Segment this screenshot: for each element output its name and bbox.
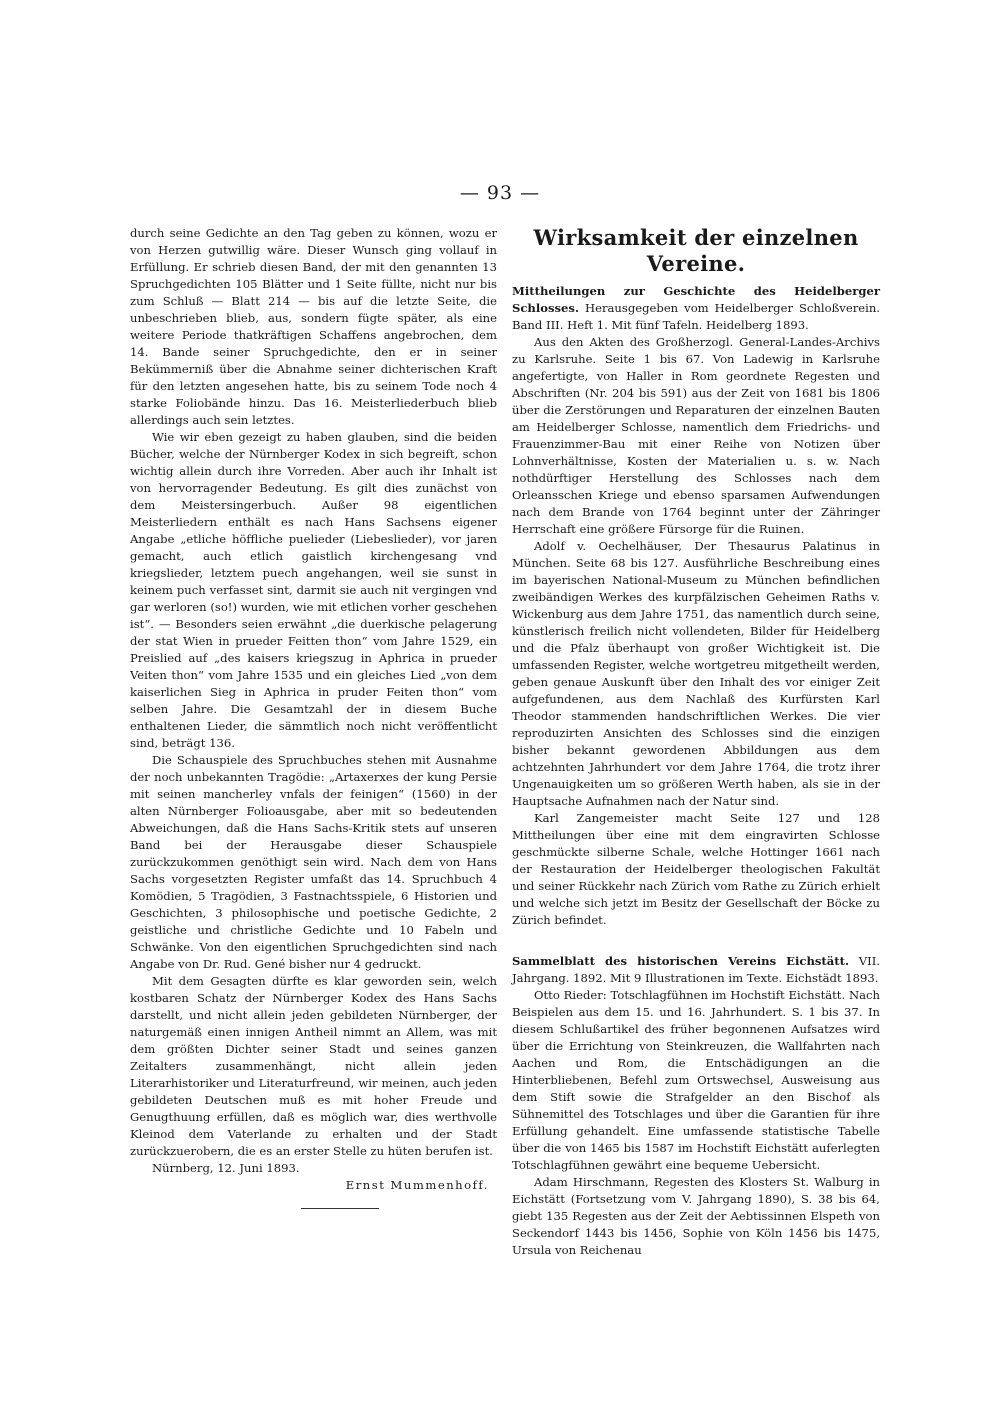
paragraph: Otto Rieder: Totschlagfühnen im Hochstift Eichstätt. Nach Beispielen aus dem 15. und 16. Jahrhundert. S. 1 bis 37. In diesem Schlußartikel des früher begonnenen Aufsatzes wird über die Errichtung von Steinkreuzen, die Wallfahrten nach Aachen und Rom, die Entschädigungen an die Hinterbliebenen, Befehl zum Ortswechsel, Ausweisung aus dem Stift sowie die Strafgelder an den Bischof als Sühnemittel des Totschlages und über die Garantien für ihre Erfüllung gehandelt. Eine umfassende statistische Tabelle über die von 1465 bis 1587 im Hochstift Eichstätt auferlegten Totschlagfühnen gewährt eine bequeme Uebersicht. [512,988,880,1172]
section-spacer [512,929,880,953]
divider-rule [301,1208,379,1209]
author-signature: Ernst Mummenhoff. [345,1178,489,1192]
bibliographic-entry [512,283,880,334]
paragraph: Aus den Akten des Großherzogl. General-Landes-Archivs zu Karlsruhe. Seite 1 bis 67. Von Ladewig in Karlsruhe angefertigte, von Haller in Rom geordnete Regesten und Abschriften (Nr. 204 bis 591) aus der Zeit von 1681 bis 1806 über die Zerstörungen und Reparaturen der einzelnen Bauten am Heidelberger Schlosse, namentlich dem Friedrichs- und Frauenzimmer-Bau mit einer Reihe von Notizen über Lohnverhältnisse, Kosten der Materialien u. s. w. Nach nothdürftiger Herstellung des Schlosses nach dem Orleansschen Kriege und ebenso sparsamen Aufwendungen nach dem Brande von 1764 beginnt unter der Zähringer Herrschaft eine größere Fürsorge für die Ruinen. [512,335,880,536]
paragraph: Adam Hirschmann, Regesten des Klosters St. Walburg in Eichstätt (Fortsetzung vom V. Jahrgang 1890), S. 38 bis 64, giebt 135 Regesten aus der Zeit der Aebtissinnen Elspeth von Seckendorf 1443 bis 1456, Sophie von Köln 1456 bis 1475, Ursula von Reichenau [512,1175,880,1257]
publication-title: Sammelblatt des historischen Vereins Eichstätt. [512,954,850,968]
paragraph: durch seine Gedichte an den Tag geben zu können, wozu er von Herzen gutwillig wäre. Dieser Wunsch ging vollauf in Erfüllung. Er schrieb diesen Band, der mit den genannten 13 Spruchgedichten 105 Blätter und 1 Seite füllte, nicht nur bis zum Schluß — Blatt 214 — bis auf die letzte Seite, die unbeschrieben blieb, aus, sondern fügte später, als eine weitere Periode thatkräftigen Schaffens angebrochen, dem 14. Bande seiner Spruchgedichte, den er in seiner Bekümmerniß über die Abnahme seiner dichterischen Kraft für den letzten angesehen hatte, bis zu seinem Tode noch 4 starke Foliobände hinzu. Das 16. Meisterliederbuch blieb allerdings auch sein letztes. [130,226,497,427]
paragraph: Adolf v. Oechelhäuser, Der Thesaurus Palatinus in München. Seite 68 bis 127. Ausführliche Beschreibung eines im bayerischen National-Museum zu München befindlichen zweibändigen Werkes des kurpfälzischen Geheimen Raths v. Wickenburg aus dem Jahre 1751, das namentlich durch seine, künstlerisch freilich nicht vollendeten, Bilder für Heidelberg und die Pfalz überhaupt von großer Wichtigkeit ist. Die umfassenden Register, welche wortgetreu mitgetheilt werden, geben genaue Auskunft über den Inhalt des vor einiger Zeit aufgefundenen, aus dem Nachlaß des Kurfürsten Karl Theodor stammenden handschriftlichen Werkes. Die vier reproduzirten Ansichten des Schlosses sind die einzigen bisher bekannt gewordenen Abbildungen aus dem achtzehnten Jahrhundert vor dem Jahre 1764, die trotz ihrer Ungenauigkeiten um so größeren Werth haben, als sie in der Hauptsache Aufnahmen nach der Natur sind. [512,539,880,808]
bibliographic-entry [512,953,880,987]
publication-details: Herausgegeben vom Heidelberger Schloßverein. Band III. Heft 1. Mit fünf Tafeln. Heidelberg 1893. [512,301,880,332]
paragraph: Die Schauspiele des Spruchbuches stehen mit Ausnahme der noch unbekannten Tragödie: „Artaxerxes der kung Persie mit seinen mancherley vnfals der feinigen“ (1560) in der alten Nürnberger Folioausgabe, aber mit so bedeutenden Abweichungen, daß die Hans Sachs-Kritik stets auf unseren Band bei der Herausgabe dieser Schauspiele zurückzukommen genöthigt sein wird. Nach dem von Hans Sachs vorgesetzten Register umfaßt das 14. Spruchbuch 4 Komödien, 5 Tragödien, 3 Fastnachtsspiele, 6 Historien und Geschichten, 3 philosophische und poetische Gedichte, 2 geistliche und christliche Gedichte und 10 Fabeln und Schwänke. Von den eigentlichen Spruchgedichten sind nach Angabe von Dr. Rud. Gené bisher nur 4 gedruckt. [130,753,497,971]
paragraph: Mit dem Gesagten dürfte es klar geworden sein, welch kostbaren Schatz der Nürnberger Kodex des Hans Sachs darstellt, und nicht allein jeden gebildeten Nürnberger, der naturgemäß einen innigen Antheil nimmt an Allem, was mit dem größten Dichter seiner Stadt und seines ganzen Zeitalters zusammenhängt, nicht allein jeden Literarhistoriker und Literaturfreund, wir meinen, auch jeden gebildeten Deutschen muß es mit hoher Freude und Genugthuung erfüllen, daß es möglich war, dies werthvolle Kleinod dem Vaterlande zu erhalten und der Stadt zurückzuerobern, die es an erster Stelle zu hüten berufen ist. [130,974,497,1158]
right-column [512,225,880,1259]
publication-details: VII. Jahrgang. 1892. Mit 9 Illustrationen im Texte. Eichstädt 1893. [512,954,880,985]
section-heading: Wirksamkeit der einzelnen Vereine. [533,225,859,276]
date-line: Nürnberg, 12. Juni 1893. [152,1161,300,1175]
paragraph: Karl Zangemeister macht Seite 127 und 128 Mittheilungen über eine mit dem eingravirten Schlosse geschmückte silberne Schale, welche Hottinger 1661 nach der Restauration der Heidelberger theologischen Fakultät und seiner Rückkehr nach Zürich vom Rathe zu Zürich erhielt und welche sich jetzt im Besitz der Gesellschaft der Böcke zu Zürich befindet. [512,811,880,927]
left-column [130,225,497,1209]
publication-title: Mittheilungen zur Geschichte des Heidelberger Schlosses. [512,284,880,315]
page-number: — 93 — [459,182,541,204]
paragraph: Wie wir eben gezeigt zu haben glauben, sind die beiden Bücher, welche der Nürnberger Kodex in sich begreift, schon wichtig allein durch ihre Vorreden. Aber auch ihr Inhalt ist von hervorragender Bedeutung. Es gilt dies zunächst von dem Meistersingerbuch. Außer 98 eigentlichen Meisterliedern enthält es nach Hans Sachsens eigener Angabe „etliche höffliche puelieder (Liebeslieder), vor jaren gemacht, auch etlich gaistlich kirchengesang vnd kriegslieder, letztem puech angehangen, weil sie sunst in keinem puch verfasset sint, darmit sie auch nit vergingen vnd gar werloren (so!) wurden, wie mit etlichen vorher geschehen ist“. — Besonders seien erwähnt „die duerkische pelagerung der stat Wien in prueder Feitten thon“ vom Jahre 1529, ein Preislied auf „des kaisers kriegszug in Aphrica in prueder Veiten thon“ vom Jahre 1535 und ein gleiches Lied „von dem kaiserlichen Sieg in Aphrica in pruder Feiten thon“ vom selben Jahre. Die Gesamtzahl der in diesem Buche enthaltenen Lieder, die sämmtlich noch nicht veröffentlicht sind, beträgt 136. [130,430,497,750]
